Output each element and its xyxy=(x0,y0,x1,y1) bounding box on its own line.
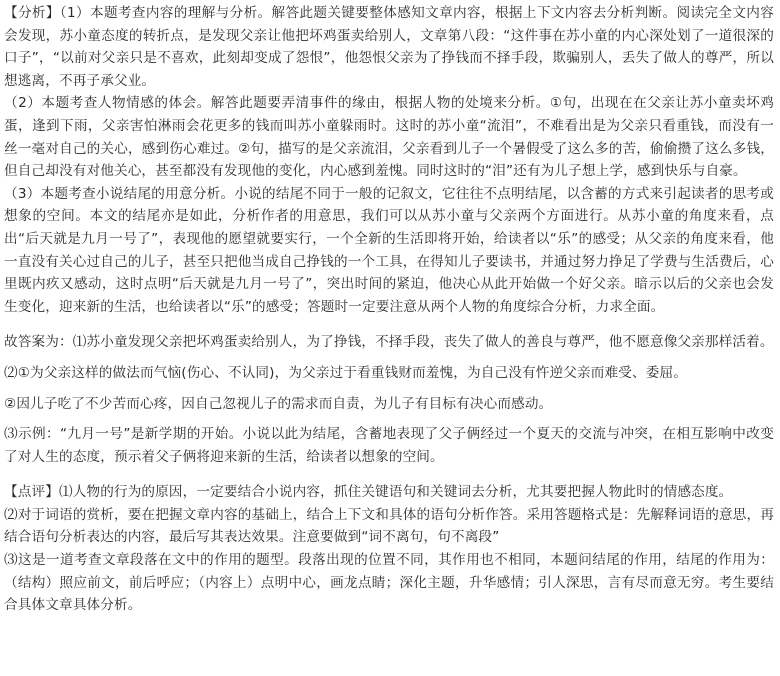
section-spacer xyxy=(4,318,774,331)
comment-section xyxy=(4,481,774,617)
comment-paragraph-2: ⑵对于词语的赏析，要在把握文章内容的基础上，结合上下文和具体的语句分析作答。采用答题格式是：先解释词语的意思，再结合语句分析表达的内容，最后写其表达效果。注意要做到“词不离句，句不离段” xyxy=(4,506,774,546)
comment-paragraph-1: 【点评】⑴人物的行为的原因，一定要结合小说内容，抓住关键语句和关键词去分析，尤其要把握人物此时的情感态度。 xyxy=(4,484,733,501)
answer-paragraph-1: 故答案为：⑴苏小童发现父亲把坏鸡蛋卖给别人，为了挣钱，不择手段，丧失了做人的善良与尊严，他不愿意像父亲那样活着。 xyxy=(4,334,774,351)
analysis-paragraph-2: （2）本题考查人物情感的体会。解答此题要弄清事件的缘由，根据人物的处境来分析。①句，出现在在父亲让苏小童卖坏鸡蛋，逢到下雨，父亲害怕淋雨会花更多的钱而叫苏小童躲雨时。这时的苏小童“流泪”，不难看出是为父亲只看重钱，而没有一丝一毫对自己的关心，感到伤心难过。②句，描写的是父亲流泪，父亲看到儿子一个暑假受了这么多的苦，偷偷攒了这么多钱，但自己却没有对他关心，甚至都没有发现他的变化，内心感到羞愧。同时这时的“泪”还有为儿子想上学，感到快乐与自豪。 xyxy=(4,95,774,180)
answer-paragraph-2: ⑵①为父亲这样的做法而气恼(伤心、不认同)，为父亲过于看重钱财而羞愧，为自己没有忤逆父亲而难受、委屈。 xyxy=(4,364,687,381)
answer-section xyxy=(4,331,774,468)
answer-paragraph-3: ②因儿子吃了不少苦而心疼，因自己忽视儿子的需求而自责，为儿子有目标有决心而感动。 xyxy=(4,395,553,412)
analysis-paragraph-1: 【分析】（1）本题考查内容的理解与分析。解答此题关键要整体感知文章内容，根据上下文内容去分析判断。阅读完全文内容会发现，苏小童态度的转折点，是发现父亲让他把坏鸡蛋卖给别人，文章第八段：“这件事在苏小童的内心深处划了一道很深的口子”，“以前对父亲只是不喜欢，此刻却变成了怨恨”，他怨恨父亲为了挣钱而不择手段，欺骗别人，丢失了做人的尊严，所以想逃离，不再子承父业。 xyxy=(4,5,774,89)
paragraph-spacer xyxy=(4,354,774,362)
comment-paragraph-3: ⑶这是一道考查文章段落在文中的作用的题型。段落出现的位置不同，其作用也不相同，本题问结尾的作用，结尾的作用为：（结构）照应前文，前后呼应；（内容上）点明中心，画龙点睛；深化主题，升华感情；引人深思，言有尽而意无穷。考生要结合具体文章具体分析。 xyxy=(4,552,774,614)
answer-paragraph-4: ⑶示例：“九月一号”是新学期的开始。小说以此为结尾，含蓄地表现了父子俩经过一个夏天的交流与冲突，在相互影响中改变了对人生的态度，预示着父子俩将迎来新的生活，给读者以想象的空间。 xyxy=(4,426,774,465)
section-spacer xyxy=(4,468,774,481)
analysis-section xyxy=(4,2,774,318)
analysis-paragraph-3: （3）本题考查小说结尾的用意分析。小说的结尾不同于一般的记叙文，它往往不点明结尾，以含蓄的方式来引起读者的思考或想象的空间。本文的结尾亦是如此，分析作者的用意思，我们可以从苏小童与父亲两个方面进行。从苏小童的角度来看，点出“后天就是九月一号了”，表现他的愿望就要实行，一个全新的生活即将开始，给读者以“乐”的感受；从父亲的角度来看，他一直没有关心过自己的儿子，甚至只把他当成自己挣钱的一个工具，在得知儿子要读书，并通过努力挣足了学费与生活费后，心里既内疚又感动，这时点明“后天就是九月一号了”，突出时间的紧迫，他决心从此开始做一个好父亲。暗示以后的父亲也会发生变化，迎来新的生活，也给读者以“乐”的感受；答题时一定要注意从两个人物的角度综合分析，力求全面。 xyxy=(4,185,774,315)
paragraph-spacer xyxy=(4,415,774,423)
paragraph-spacer xyxy=(4,385,774,393)
